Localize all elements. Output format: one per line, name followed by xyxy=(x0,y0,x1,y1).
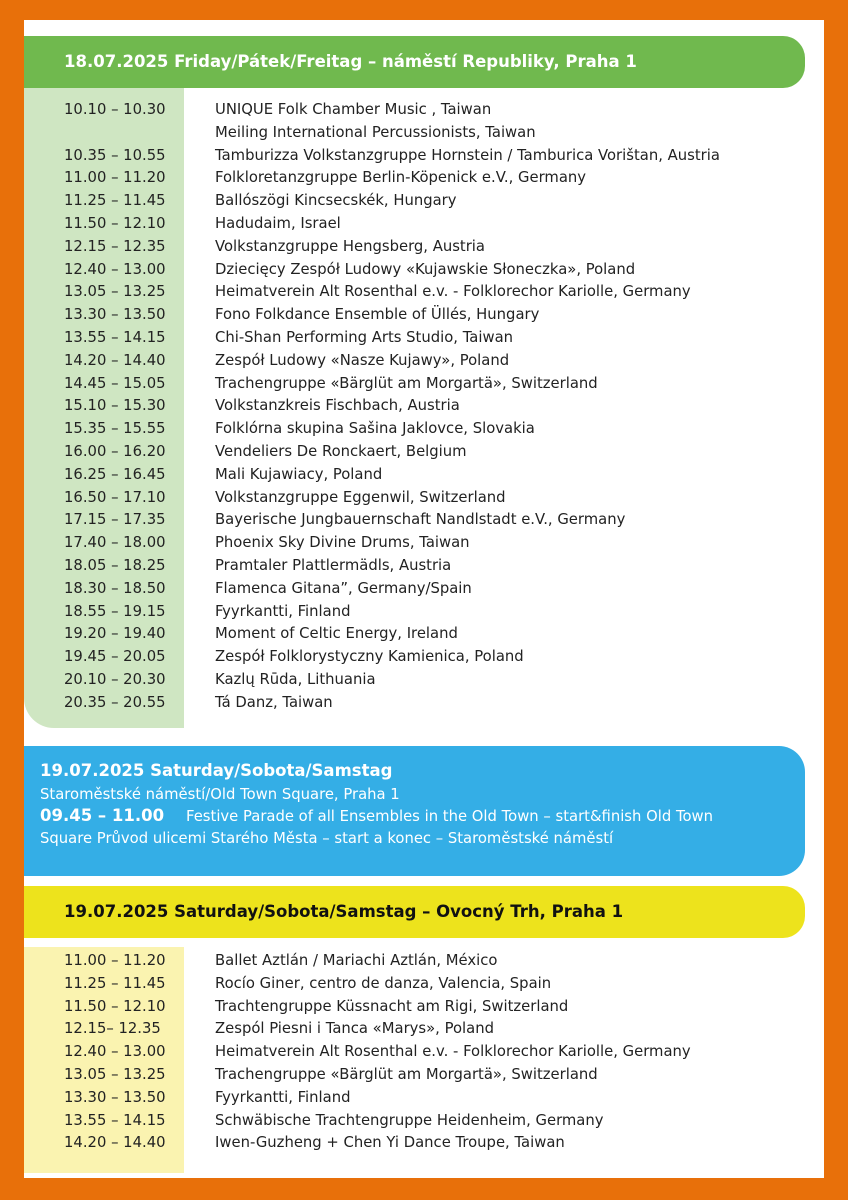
ensemble-name: Fyyrkantti, Finland xyxy=(215,1088,351,1106)
ensemble-name: Meiling International Percussionists, Taiwan xyxy=(215,123,536,141)
schedule-row xyxy=(0,147,848,170)
schedule-row xyxy=(0,420,848,443)
ensemble-name: Zespól Piesni i Tanca «Marys», Poland xyxy=(215,1020,494,1038)
schedule-row xyxy=(0,169,848,192)
time-slot: 11.00 – 11.20 xyxy=(64,952,166,969)
section-header-saturday xyxy=(24,886,805,938)
time-slot: 12.40 – 13.00 xyxy=(64,1043,166,1061)
schedule-row xyxy=(0,671,848,694)
schedule-row xyxy=(0,557,848,580)
schedule-row xyxy=(0,534,848,557)
ensemble-name: Folkloretanzgruppe Berlin-Köpenick e.V., Germany xyxy=(215,169,587,187)
time-slot: 13.55 – 14.15 xyxy=(64,328,166,346)
schedule-row xyxy=(0,603,848,626)
schedule-row xyxy=(0,694,848,717)
ensemble-name: Heimatverein Alt Rosenthal e.v. - Folklorechor Kariolle, Germany xyxy=(215,1043,691,1061)
schedule-row xyxy=(0,511,848,534)
ensemble-name: Trachtengruppe Küssnacht am Rigi, Switzerland xyxy=(215,997,569,1015)
schedule-row xyxy=(0,648,848,671)
schedule-row xyxy=(0,1066,848,1089)
ensemble-name: Vendeliers De Ronckaert, Belgium xyxy=(215,442,467,460)
ensemble-name: Volkstanzgruppe Eggenwil, Switzerland xyxy=(215,488,506,506)
time-slot: 11.50 – 12.10 xyxy=(64,214,166,232)
schedule-row xyxy=(0,329,848,352)
schedule-row xyxy=(0,397,848,420)
section-title: 18.07.2025 Friday/Pátek/Freitag – náměstí Republiky, Praha 1 xyxy=(64,52,637,71)
time-slot: 13.55 – 14.15 xyxy=(64,1111,166,1129)
ensemble-name: Schwäbische Trachtengruppe Heidenheim, Germany xyxy=(215,1111,604,1129)
parade-time: 09.45 – 11.00 xyxy=(40,806,165,825)
time-slot: 10.35 – 10.55 xyxy=(64,146,166,164)
venue-text: Staroměstské náměstí/Old Town Square, Praha 1 xyxy=(40,786,400,803)
time-slot: 17.40 – 18.00 xyxy=(64,534,166,552)
schedule-row xyxy=(0,998,848,1021)
time-slot: 13.30 – 13.50 xyxy=(64,306,166,324)
time-slot: 12.15 – 12.35 xyxy=(64,237,166,255)
schedule-row xyxy=(0,352,848,375)
schedule-row xyxy=(0,306,848,329)
schedule-row xyxy=(0,238,848,261)
schedule-list-friday xyxy=(0,101,848,717)
schedule-row xyxy=(0,1020,848,1043)
time-slot: 14.45 – 15.05 xyxy=(64,374,166,392)
time-slot: 13.30 – 13.50 xyxy=(64,1088,166,1106)
schedule-row xyxy=(0,1112,848,1135)
ensemble-name: Dziecięcy Zespół Ludowy «Kujawskie Słoneczka», Poland xyxy=(215,260,636,278)
schedule-row xyxy=(0,124,848,147)
ensemble-name: Hadudaim, Israel xyxy=(215,214,341,232)
schedule-row xyxy=(0,261,848,284)
schedule-row xyxy=(0,283,848,306)
ensemble-name: Heimatverein Alt Rosenthal e.v. - Folklorechor Kariolle, Germany xyxy=(215,283,691,301)
time-slot: 19.20 – 19.40 xyxy=(64,625,166,643)
ensemble-name: Iwen-Guzheng + Chen Yi Dance Troupe, Taiwan xyxy=(215,1134,565,1152)
schedule-row xyxy=(0,443,848,466)
time-slot: 16.00 – 16.20 xyxy=(64,442,166,460)
time-slot: 16.25 – 16.45 xyxy=(64,465,166,483)
ensemble-name: Bayerische Jungbauernschaft Nandlstadt e.V., Germany xyxy=(215,511,626,529)
section-title: 19.07.2025 Saturday/Sobota/Samstag xyxy=(40,761,393,780)
ensemble-name: Rocío Giner, centro de danza, Valencia, Spain xyxy=(215,974,552,992)
time-slot: 12.40 – 13.00 xyxy=(64,260,166,278)
ensemble-name: Zespół Ludowy «Nasze Kujawy», Poland xyxy=(215,351,510,369)
time-slot: 18.05 – 18.25 xyxy=(64,556,166,574)
schedule-row xyxy=(0,215,848,238)
schedule-row xyxy=(0,489,848,512)
ensemble-name: Tamburizza Volkstanzgruppe Hornstein / Tamburica Vorištan, Austria xyxy=(215,146,720,164)
time-slot: 17.15 – 17.35 xyxy=(64,511,166,529)
time-slot: 12.15– 12.35 xyxy=(64,1020,161,1038)
ensemble-name: Phoenix Sky Divine Drums, Taiwan xyxy=(215,534,470,552)
schedule-row xyxy=(0,625,848,648)
time-slot: 16.50 – 17.10 xyxy=(64,488,166,506)
time-slot: 18.55 – 19.15 xyxy=(64,602,166,620)
schedule-row xyxy=(0,375,848,398)
schedule-row xyxy=(0,952,848,975)
schedule-row xyxy=(0,1134,848,1157)
time-slot: 10.10 – 10.30 xyxy=(64,101,166,118)
ensemble-name: Ballet Aztlán / Mariachi Aztlán, México xyxy=(215,952,498,969)
schedule-row xyxy=(0,1089,848,1112)
ensemble-name: Fyyrkantti, Finland xyxy=(215,602,351,620)
schedule-row xyxy=(0,975,848,998)
time-slot: 15.10 – 15.30 xyxy=(64,397,166,415)
schedule-row xyxy=(0,1043,848,1066)
parade-description-line-1: Festive Parade of all Ensembles in the Old Town – start&finish Old Town xyxy=(186,808,714,825)
schedule-row xyxy=(0,101,848,124)
ensemble-name: Tá Danz, Taiwan xyxy=(215,693,333,711)
time-slot: 11.00 – 11.20 xyxy=(64,169,166,187)
ensemble-name: Pramtaler Plattlermädls, Austria xyxy=(215,556,452,574)
ensemble-name: Flamenca Gitana”, Germany/Spain xyxy=(215,579,472,597)
ensemble-name: Mali Kujawiacy, Poland xyxy=(215,465,383,483)
ensemble-name: Ballószögi Kincsecskék, Hungary xyxy=(215,192,457,210)
ensemble-name: Trachengruppe «Bärglüt am Morgartä», Switzerland xyxy=(215,1065,598,1083)
parade-box xyxy=(24,746,805,876)
section-header-friday xyxy=(24,36,805,88)
time-slot: 11.25 – 11.45 xyxy=(64,974,166,992)
parade-description-line-2: Square Průvod ulicemi Starého Města – start a konec – Staroměstské náměstí xyxy=(40,830,614,847)
ensemble-name: Kazlų Rūda, Lithuania xyxy=(215,670,376,688)
ensemble-name: Trachengruppe «Bärglüt am Morgartä», Switzerland xyxy=(215,374,598,392)
schedule-row xyxy=(0,580,848,603)
schedule-row xyxy=(0,466,848,489)
schedule-list-saturday xyxy=(0,952,848,1157)
ensemble-name: UNIQUE Folk Chamber Music , Taiwan xyxy=(215,101,492,118)
time-slot: 13.05 – 13.25 xyxy=(64,1065,166,1083)
time-slot: 19.45 – 20.05 xyxy=(64,648,166,666)
ensemble-name: Zespół Folklorystyczny Kamienica, Poland xyxy=(215,648,524,666)
ensemble-name: Volkstanzkreis Fischbach, Austria xyxy=(215,397,460,415)
time-slot: 20.35 – 20.55 xyxy=(64,693,166,711)
time-slot: 18.30 – 18.50 xyxy=(64,579,166,597)
ensemble-name: Moment of Celtic Energy, Ireland xyxy=(215,625,458,643)
time-slot: 13.05 – 13.25 xyxy=(64,283,166,301)
ensemble-name: Volkstanzgruppe Hengsberg, Austria xyxy=(215,237,485,255)
time-slot: 14.20 – 14.40 xyxy=(64,1134,166,1152)
ensemble-name: Fono Folkdance Ensemble of Üllés, Hungary xyxy=(215,306,540,324)
time-slot: 20.10 – 20.30 xyxy=(64,670,166,688)
time-slot: 11.50 – 12.10 xyxy=(64,997,166,1015)
ensemble-name: Chi-Shan Performing Arts Studio, Taiwan xyxy=(215,328,514,346)
ensemble-name: Folklórna skupina Sašina Jaklovce, Slovakia xyxy=(215,420,535,438)
time-slot: 11.25 – 11.45 xyxy=(64,192,166,210)
section-title: 19.07.2025 Saturday/Sobota/Samstag – Ovocný Trh, Praha 1 xyxy=(64,902,624,921)
schedule-row xyxy=(0,192,848,215)
time-slot: 15.35 – 15.55 xyxy=(64,420,166,438)
time-slot: 14.20 – 14.40 xyxy=(64,351,166,369)
